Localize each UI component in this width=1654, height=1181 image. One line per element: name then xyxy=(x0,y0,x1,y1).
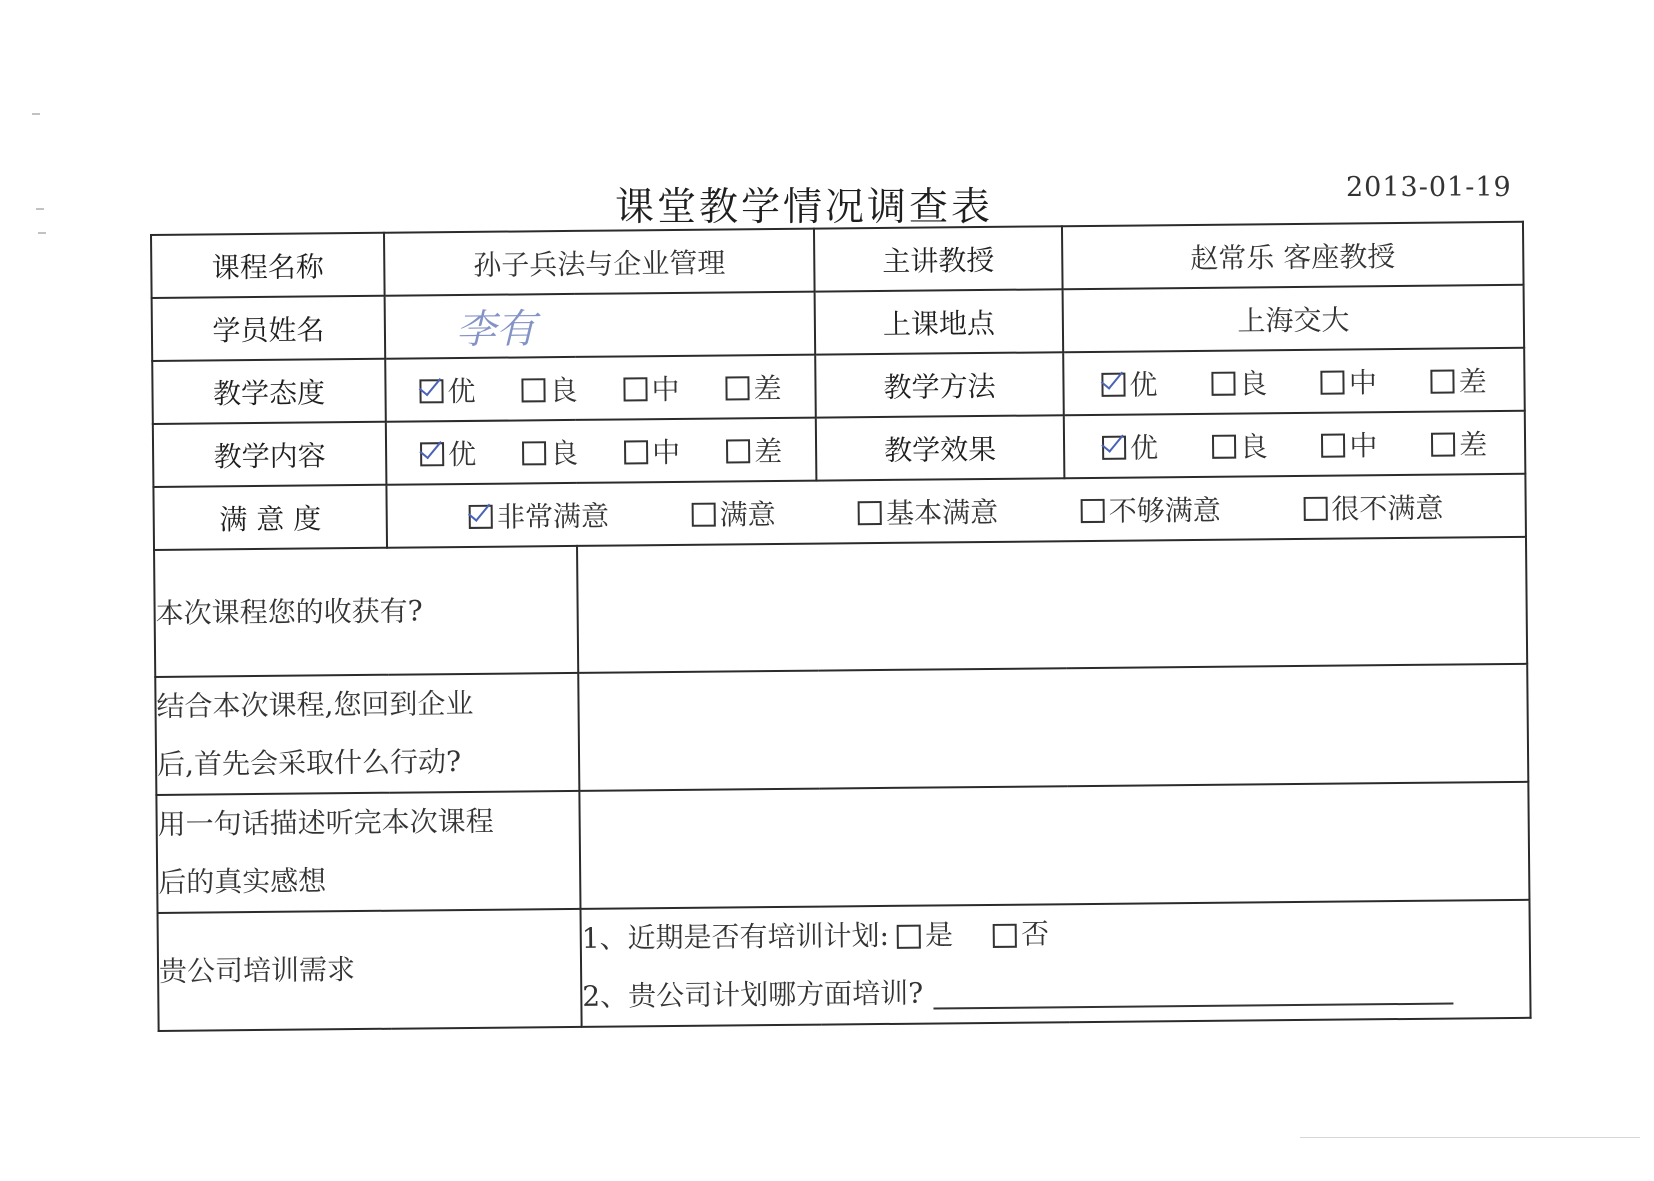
location-label: 上课地点 xyxy=(815,289,1064,354)
form-date: 2013-01-19 xyxy=(1346,172,1512,203)
checkbox-icon xyxy=(725,376,749,400)
training-area-line xyxy=(582,959,1530,1026)
checkbox-checked-icon xyxy=(420,442,444,466)
method-option[interactable]: 优 xyxy=(1101,363,1157,404)
attitude-option[interactable]: 中 xyxy=(623,367,679,408)
row-action xyxy=(155,664,1528,795)
location-value: 上海交大 xyxy=(1063,285,1525,352)
satisfaction-option[interactable]: 不够满意 xyxy=(1081,488,1221,529)
student-name-cell[interactable] xyxy=(385,292,816,359)
professor-value: 赵常乐 客座教授 xyxy=(1062,222,1524,289)
attitude-option[interactable]: 良 xyxy=(521,368,577,409)
checkbox-icon xyxy=(1212,434,1236,458)
satisfaction-option[interactable]: 非常满意 xyxy=(469,494,609,535)
survey-table xyxy=(150,221,1532,1032)
checkbox-icon xyxy=(1211,371,1235,395)
scan-mark xyxy=(36,208,44,210)
row-training xyxy=(158,900,1531,1031)
action-question-line: 结合本次课程,您回到企业 xyxy=(156,686,474,723)
checkbox-icon xyxy=(1081,498,1105,522)
effect-option[interactable]: 差 xyxy=(1431,423,1487,464)
attitude-option[interactable]: 差 xyxy=(725,366,781,407)
feeling-question-line: 后的真实感想 xyxy=(158,864,327,899)
checkbox-icon xyxy=(1303,496,1327,520)
method-option[interactable]: 中 xyxy=(1321,361,1377,402)
effect-option[interactable]: 优 xyxy=(1102,426,1158,467)
survey-form xyxy=(150,221,1530,1072)
content-option[interactable]: 优 xyxy=(420,432,476,473)
student-name-handwriting: 李有 xyxy=(455,306,537,354)
course-name-value: 孙子兵法与企业管理 xyxy=(384,229,815,296)
attitude-options xyxy=(385,355,816,422)
content-option[interactable]: 差 xyxy=(726,429,782,470)
course-name-label: 课程名称 xyxy=(151,233,385,298)
content-option[interactable]: 中 xyxy=(624,430,680,471)
method-options xyxy=(1063,348,1525,415)
method-label: 教学方法 xyxy=(815,352,1064,417)
content-option[interactable]: 良 xyxy=(522,431,578,472)
effect-option[interactable]: 中 xyxy=(1321,424,1377,465)
feeling-question xyxy=(156,791,580,913)
training-cell xyxy=(580,900,1530,1027)
effect-options xyxy=(1064,411,1526,478)
content-label: 教学内容 xyxy=(153,422,387,487)
action-question xyxy=(155,673,579,795)
method-option[interactable]: 良 xyxy=(1211,362,1267,403)
checkbox-icon xyxy=(1321,370,1345,394)
scan-mark xyxy=(38,232,46,234)
training-yes-option[interactable]: 是 xyxy=(897,906,954,965)
row-feeling xyxy=(156,782,1529,913)
satisfaction-label: 满 意 度 xyxy=(153,485,387,550)
checkbox-icon xyxy=(522,441,546,465)
feeling-question-line: 用一句话描述听完本次课程 xyxy=(157,804,494,841)
effect-option[interactable]: 良 xyxy=(1212,425,1268,466)
training-area-blank[interactable] xyxy=(933,973,1453,1010)
training-no-option[interactable]: 否 xyxy=(993,905,1050,964)
scan-edge-line xyxy=(1300,1137,1640,1138)
checkbox-icon xyxy=(1321,433,1345,457)
satisfaction-option[interactable]: 很不满意 xyxy=(1303,486,1443,527)
feeling-answer[interactable] xyxy=(579,782,1529,909)
satisfaction-option[interactable]: 基本满意 xyxy=(858,490,998,531)
checkbox-icon xyxy=(993,924,1017,948)
form-title: 课堂教学情况调查表 xyxy=(615,185,994,230)
checkbox-icon xyxy=(624,440,648,464)
checkbox-icon xyxy=(897,925,921,949)
checkbox-icon xyxy=(858,500,882,524)
gains-answer[interactable] xyxy=(577,537,1527,673)
satisfaction-option[interactable]: 满意 xyxy=(691,493,775,534)
action-answer[interactable] xyxy=(578,664,1528,791)
row-gains xyxy=(154,537,1527,677)
attitude-label: 教学态度 xyxy=(152,359,386,424)
effect-label: 教学效果 xyxy=(816,415,1065,480)
method-option[interactable]: 差 xyxy=(1430,360,1486,401)
content-options xyxy=(386,418,817,485)
checkbox-checked-icon xyxy=(419,379,443,403)
checkbox-icon xyxy=(521,378,545,402)
satisfaction-options xyxy=(386,474,1526,548)
checkbox-checked-icon xyxy=(1102,435,1126,459)
gains-question: 本次课程您的收获有? xyxy=(154,546,578,677)
student-name-label: 学员姓名 xyxy=(152,296,386,361)
training-plan-question: 1、近期是否有培训计划: xyxy=(581,918,890,955)
checkbox-icon xyxy=(726,439,750,463)
checkbox-checked-icon xyxy=(1101,372,1125,396)
checkbox-icon xyxy=(691,502,715,526)
checkbox-checked-icon xyxy=(469,504,493,528)
action-question-line: 后,首先会采取什么行动? xyxy=(156,745,462,781)
checkbox-icon xyxy=(1430,369,1454,393)
training-label: 贵公司培训需求 xyxy=(158,909,582,1031)
training-area-question: 2、贵公司计划哪方面培训? xyxy=(582,976,924,1013)
training-plan-line xyxy=(582,901,1530,968)
scan-mark xyxy=(32,113,40,115)
professor-label: 主讲教授 xyxy=(814,226,1063,291)
attitude-option[interactable]: 优 xyxy=(419,369,475,410)
checkbox-icon xyxy=(623,377,647,401)
checkbox-icon xyxy=(1431,432,1455,456)
